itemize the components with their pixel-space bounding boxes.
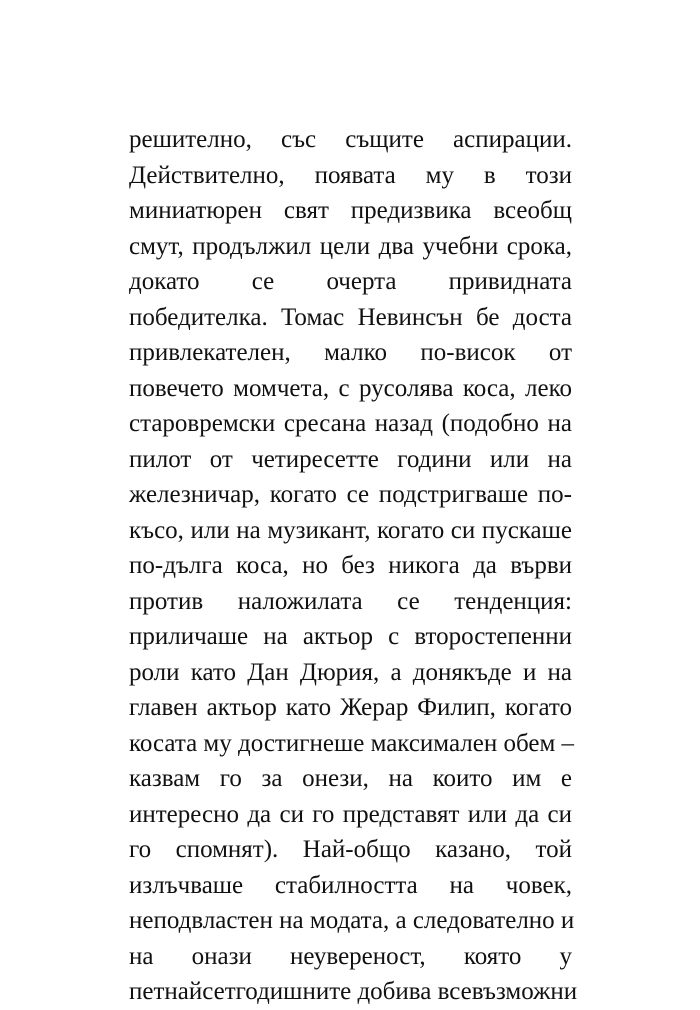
text-line: пилот от четиресетте години или на	[129, 445, 572, 473]
text-line: приличаше на актьор с второстепенни	[129, 623, 572, 650]
text-line: петнайсетгодишните добива всевъзможни	[129, 978, 578, 1005]
text-line: миниатюрен свят предизвика всеобщ	[129, 197, 572, 224]
text-line: железничар, когато се подстригваше по-	[129, 481, 572, 508]
text-line: интересно да си го представят или да си	[129, 800, 572, 828]
text-line: роли като Дан Дюрия, а донякъде и на	[129, 658, 572, 686]
text-line: повечето момчета, с русолява коса, леко	[129, 374, 572, 402]
text-line: главен актьор като Жерар Филип, когато	[129, 694, 572, 721]
text-line: против наложилата се тенденция:	[129, 587, 572, 615]
text-line: смут, продължил цели два учебни срока,	[129, 232, 572, 260]
text-line: казвам го за онези, на които им е	[129, 765, 572, 792]
text-line: решително, със същите аспирации.	[129, 126, 572, 153]
text-line: старовремски сресана назад (подобно на	[129, 410, 572, 437]
body-text	[129, 122, 578, 1010]
text-line: го спомнят). Най-общо казано, той	[129, 836, 572, 863]
text-line: докато се очерта привидната	[129, 268, 572, 295]
text-line: Действително, появата му в този	[129, 161, 572, 189]
text-line: победителка. Томас Невинсън бе доста	[129, 303, 572, 331]
text-line: косата му достигнеше максимален обем –	[129, 729, 575, 757]
text-line: неподвластен на модата, а следователно и	[129, 907, 575, 934]
text-line: привлекателен, малко по-висок от	[129, 339, 572, 366]
text-line: на онази неувереност, която у	[129, 942, 572, 970]
text-line: излъчваше стабилността на човек,	[129, 871, 572, 899]
text-line: по-дълга коса, но без никога да върви	[129, 552, 572, 579]
text-line: късо, или на музикант, когато си пускаше	[129, 516, 572, 544]
